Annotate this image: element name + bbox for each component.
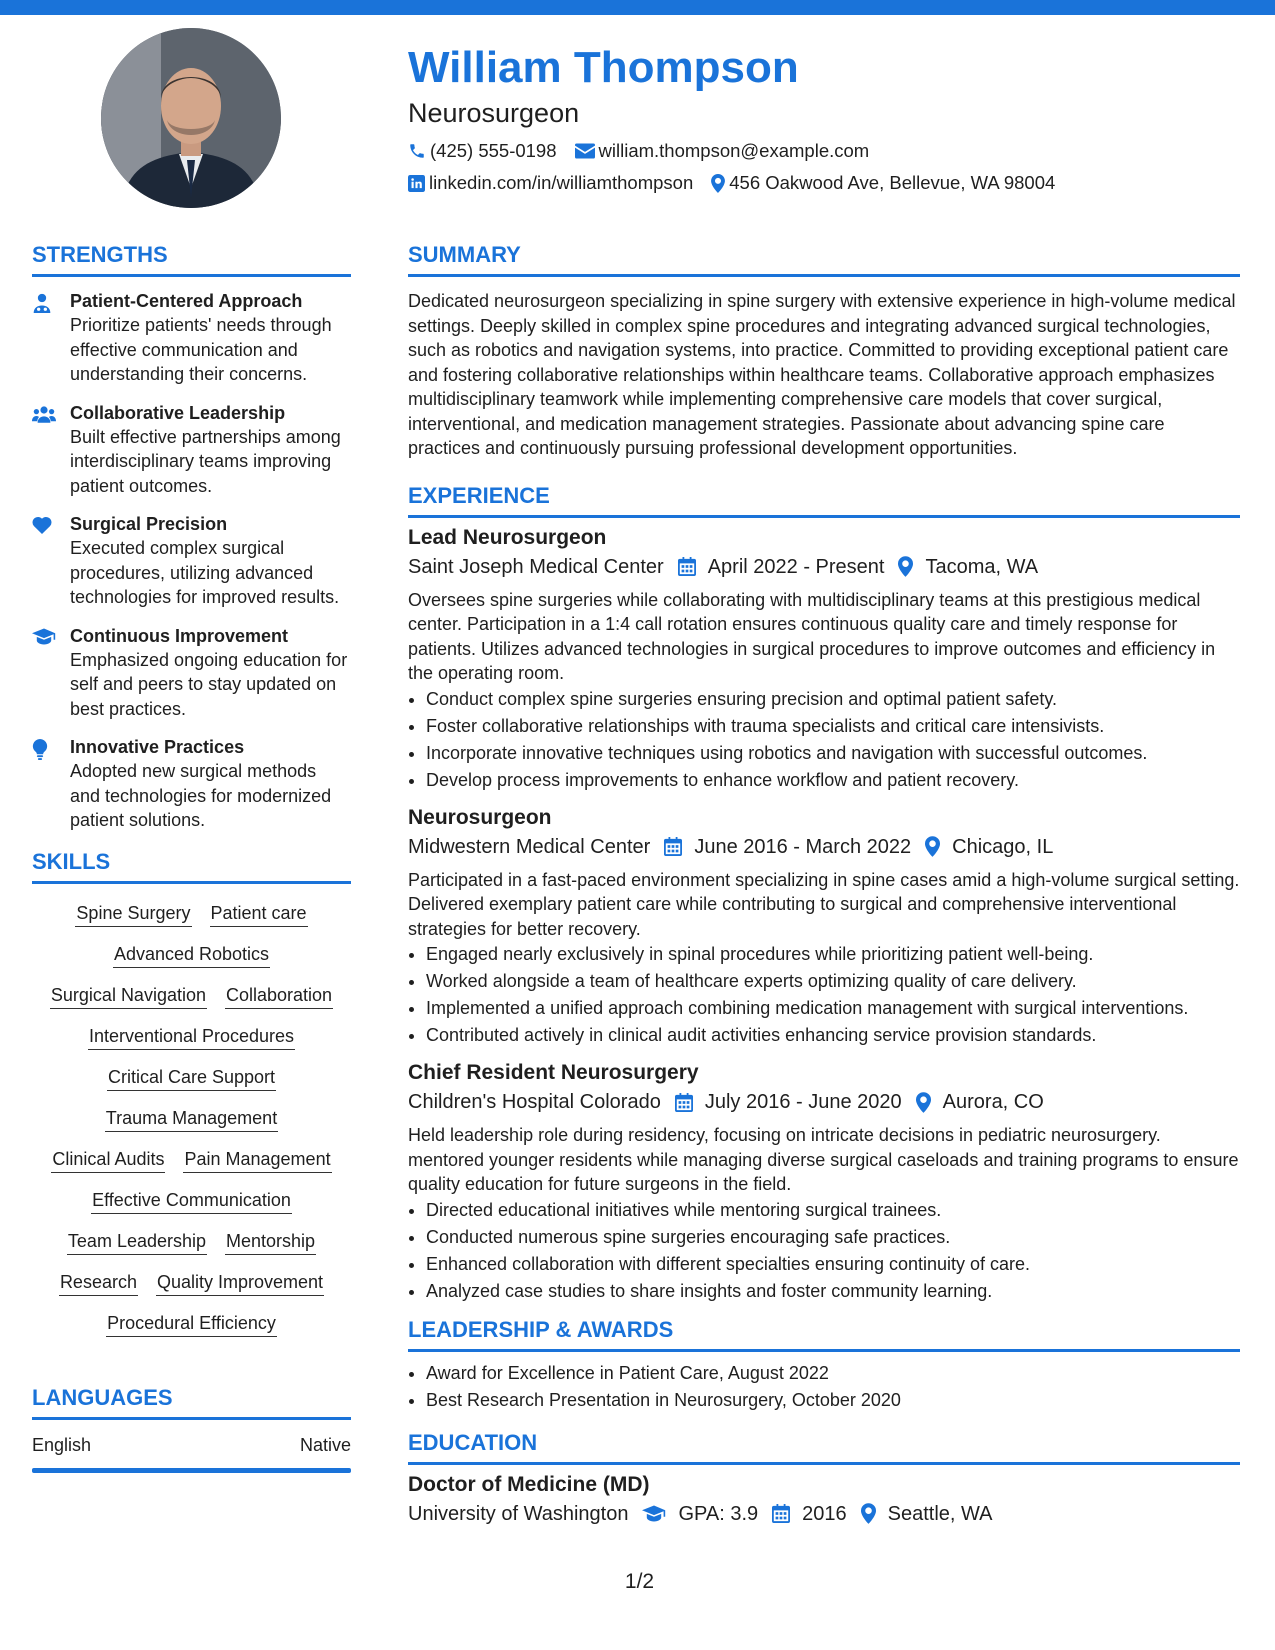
summary-heading: SUMMARY: [408, 242, 521, 267]
job-title: Neurosurgeon: [408, 805, 552, 829]
right-column: [408, 240, 1240, 1535]
skill-tag: Interventional Procedures: [88, 1023, 295, 1050]
experience-heading: EXPERIENCE: [408, 482, 550, 508]
job-description: Oversees spine surgeries while collaborating with multidisciplinary teams at this prestigious medical center. Participation in a 1:4 call rotation ensures continuous quality care and timely response for patients. Utilizes advanced technologies in surgical procedures to improve outcomes and efficiency in the operating room.: [408, 589, 1216, 683]
job-bullet: • Directed educational initiatives while mentoring surgical trainees.: [426, 1197, 1240, 1224]
phone-icon: [408, 142, 426, 160]
strength-description: Emphasized ongoing education for self and peers to stay updated on best practices.: [70, 649, 348, 719]
map-pin-icon: [861, 1503, 876, 1524]
job-bullet: • Enhanced collaboration with different specialties ensuring continuity of care.: [426, 1251, 1240, 1278]
skill-row: [32, 1310, 351, 1337]
awards-list: [408, 1360, 1240, 1414]
skill-row: [32, 900, 351, 927]
envelope-icon: [575, 143, 595, 159]
graduation-year: 2016: [802, 1502, 847, 1525]
section-divider: [408, 274, 1240, 277]
job-bullet: • Foster collaborative relationships with trauma specialists and critical care intensivists.: [426, 713, 1240, 740]
map-pin-icon: [916, 1092, 931, 1113]
job-bullet: • Develop process improvements to enhance workflow and patient recovery.: [426, 767, 1240, 794]
strength-description: Executed complex surgical procedures, utilizing advanced technologies for improved results.: [70, 538, 340, 607]
job-bullet: • Engaged nearly exclusively in spinal procedures while prioritizing patient well-being.: [426, 941, 1240, 968]
address-text: 456 Oakwood Ave, Bellevue, WA 98004: [729, 172, 1056, 193]
job-location: Aurora, CO: [942, 1091, 1044, 1113]
skill-tag: Research: [59, 1269, 138, 1296]
job-dates: July 2016 - June 2020: [704, 1091, 902, 1113]
strength-title: Continuous Improvement: [70, 625, 289, 646]
job-description: Held leadership role during residency, focusing on intricate decisions in pediatric neurosurgery. mentored younger residents while managing diverse surgical caseloads and training programs to ensure quality education for future surgeons in the field.: [408, 1125, 1239, 1194]
strength-description: Prioritize patients' needs through effective communication and understanding their concerns.: [70, 315, 332, 384]
phone-contact: [408, 136, 557, 166]
strength-title: Surgical Precision: [70, 514, 228, 534]
map-pin-icon: [711, 174, 725, 193]
skill-tag: Pain Management: [183, 1146, 331, 1173]
top-accent-bar: [0, 0, 1275, 15]
job-title: Chief Resident Neurosurgery: [408, 1061, 699, 1084]
school-name: University of Washington: [408, 1502, 629, 1525]
job-dates: June 2016 - March 2022: [694, 835, 912, 858]
job-description: Participated in a fast-paced environment specializing in spine cases amid a high-volume surgical setting. Delivered exemplary patient care while contributing to surgical and comprehensive interventional strategies for better recovery.: [408, 869, 1240, 939]
skill-tag: Clinical Audits: [51, 1146, 165, 1173]
skill-row: [32, 1228, 351, 1255]
email-contact[interactable]: [575, 136, 870, 166]
job-bullet: • Implemented a unified approach combining medication management with surgical interventions.: [426, 995, 1240, 1022]
employer-name: Saint Joseph Medical Center: [408, 555, 664, 578]
calendar-icon: [675, 1093, 693, 1112]
section-divider: [408, 1462, 1240, 1465]
linkedin-icon: [408, 175, 425, 192]
experience-list: [408, 524, 1240, 1305]
skill-tag: Procedural Efficiency: [106, 1310, 277, 1337]
page-number: [0, 1570, 1275, 1594]
profile-photo: [101, 28, 281, 208]
education-heading: EDUCATION: [408, 1429, 538, 1455]
calendar-icon: [772, 1504, 790, 1523]
skill-row: [32, 1187, 351, 1214]
skill-row: [32, 941, 351, 968]
graduation-cap-icon: [32, 624, 70, 722]
candidate-name: William Thompson: [408, 43, 799, 92]
languages-heading: LANGUAGES: [32, 1384, 173, 1410]
skill-row: [32, 1105, 351, 1132]
job-bullets: [408, 1197, 1240, 1305]
user-doctor-icon: [32, 289, 70, 387]
address-contact: [711, 168, 1055, 198]
strength-title: Patient-Centered Approach: [70, 291, 303, 311]
map-pin-icon: [898, 556, 913, 577]
skill-row: [32, 982, 351, 1009]
language-name: English: [32, 1434, 92, 1455]
experience-entry: [408, 804, 1240, 1050]
education-location: Seattle, WA: [887, 1502, 993, 1525]
strengths-heading: STRENGTHS: [32, 242, 168, 267]
job-meta: [408, 1087, 1240, 1117]
degree-title: Doctor of Medicine (MD): [408, 1472, 650, 1496]
strength-description: Built effective partnerships among interdisciplinary teams improving patient outcomes.: [70, 426, 341, 496]
resume-header: [408, 40, 1238, 198]
awards-heading: LEADERSHIP & AWARDS: [408, 1316, 674, 1342]
experience-entry: [408, 524, 1240, 794]
strength-item: [32, 401, 351, 499]
skill-row: [32, 1146, 351, 1173]
linkedin-link[interactable]: linkedin.com/in/williamthompson: [429, 172, 694, 193]
job-bullet: • Conducted numerous spine surgeries encouraging safe practices.: [426, 1224, 1240, 1251]
strength-item: [32, 624, 351, 722]
skill-row: [32, 1269, 351, 1296]
skill-tag: Advanced Robotics: [113, 941, 270, 968]
job-bullet: • Incorporate innovative techniques using robotics and navigation with successful outcomes.: [426, 740, 1240, 767]
skill-tag: Effective Communication: [91, 1187, 292, 1214]
summary-text: Dedicated neurosurgeon specializing in spine surgery with extensive experience in high-volume medical settings. Deeply skilled in complex spine procedures and integrating advanced surgical technologies, such as robotics and navigation systems, into practice. Committed to providing exceptional patient care and fostering collaborative relationships within healthcare teams. Collaborative approach emphasizes multidisciplinary teamwork while implementing comprehensive care models that cover surgical, interventional, and medication management strategies. Passionate about advancing spine care practices and continuously pursuing professional development opportunities.: [408, 291, 1236, 458]
gpa-text: GPA: 3.9: [678, 1502, 759, 1525]
job-meta: [408, 832, 1240, 862]
skill-tag: Trauma Management: [105, 1105, 278, 1132]
language-item: [32, 1432, 351, 1458]
skills-heading: SKILLS: [32, 848, 111, 874]
skill-row: [32, 1023, 351, 1050]
education-meta: [408, 1499, 1240, 1529]
left-column: [32, 240, 351, 1473]
users-icon: [32, 401, 70, 499]
calendar-icon: [678, 557, 696, 576]
job-bullet: • Analyzed case studies to share insights and foster community learning.: [426, 1278, 1240, 1305]
strength-title: Collaborative Leadership: [70, 402, 286, 423]
skill-tag: Surgical Navigation: [50, 982, 207, 1009]
skill-tag: Quality Improvement: [156, 1269, 324, 1296]
job-bullets: [408, 686, 1240, 794]
section-divider: [32, 881, 351, 884]
section-divider: [408, 1349, 1240, 1352]
phone-text: (425) 555-0198: [430, 140, 557, 161]
heart-icon: [32, 512, 70, 610]
page-number-text: 1/2: [624, 1570, 655, 1593]
section-divider: [408, 515, 1240, 518]
skill-tag: Critical Care Support: [107, 1064, 276, 1091]
language-level: Native: [299, 1434, 351, 1455]
skill-tag: Collaboration: [225, 982, 333, 1009]
language-proficiency-bar: [32, 1468, 351, 1473]
employer-name: Midwestern Medical Center: [408, 835, 651, 858]
job-dates: April 2022 - Present: [707, 555, 885, 578]
calendar-icon: [664, 837, 682, 856]
award-item: • Best Research Presentation in Neurosurgery, October 2020: [426, 1387, 1240, 1414]
skill-tag: Team Leadership: [67, 1228, 207, 1255]
strength-item: [32, 735, 351, 833]
map-pin-icon: [925, 836, 940, 857]
job-bullets: [408, 941, 1240, 1049]
job-location: Tacoma, WA: [925, 555, 1039, 578]
linkedin-contact[interactable]: [408, 168, 693, 198]
skill-tag: Mentorship: [225, 1228, 316, 1255]
skill-row: [32, 1064, 351, 1091]
job-meta: [408, 552, 1240, 582]
experience-entry: [408, 1059, 1240, 1305]
strength-item: [32, 512, 351, 610]
lightbulb-icon: [32, 735, 70, 833]
job-bullet: • Worked alongside a team of healthcare experts optimizing quality of care delivery.: [426, 968, 1240, 995]
strength-item: [32, 289, 351, 387]
skill-tag: Patient care: [210, 900, 308, 927]
section-divider: [32, 1417, 351, 1420]
candidate-title: Neurosurgeon: [408, 98, 580, 128]
strength-description: Adopted new surgical methods and technologies for modernized patient solutions.: [70, 761, 332, 830]
strength-title: Innovative Practices: [70, 737, 245, 757]
award-item: • Award for Excellence in Patient Care, August 2022: [426, 1360, 1240, 1387]
job-location: Chicago, IL: [952, 835, 1054, 858]
section-divider: [32, 274, 351, 277]
employer-name: Children's Hospital Colorado: [408, 1091, 661, 1113]
skills-list: [32, 896, 351, 1337]
skill-tag: Spine Surgery: [75, 900, 191, 927]
job-title: Lead Neurosurgeon: [408, 525, 607, 549]
job-bullet: • Contributed actively in clinical audit activities enhancing service provision standards.: [426, 1022, 1240, 1049]
graduation-cap-icon: [642, 1505, 666, 1522]
job-bullet: • Conduct complex spine surgeries ensuring precision and optimal patient safety.: [426, 686, 1240, 713]
email-link[interactable]: william.thompson@example.com: [598, 140, 870, 161]
